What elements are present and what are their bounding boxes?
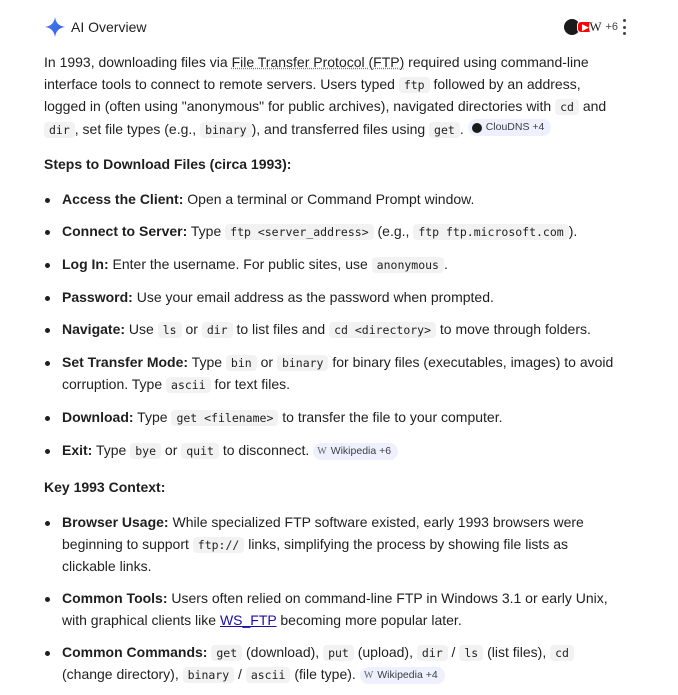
ftp-term-link[interactable]: File Transfer Protocol (FTP) — [231, 54, 405, 70]
context-list — [44, 512, 619, 687]
list-item: Navigate: Use ls or dir to list files and cd <directory> to move through folders. — [44, 319, 619, 342]
list-item: Browser Usage: While specialized FTP software existed, early 1993 browsers were beginning to support ftp:// links, simplifying the process by showing file lists as clickable links. — [44, 512, 619, 578]
ai-overview-title: AI Overview — [71, 19, 147, 35]
source-chip-cloudns[interactable]: ClouDNS +4 — [468, 119, 552, 136]
cloudns-icon — [472, 123, 482, 133]
source-chip-wikipedia[interactable]: W Wikipedia +6 — [313, 443, 398, 460]
wikipedia-source-icon: W — [589, 19, 602, 34]
source-icons[interactable] — [563, 17, 618, 37]
list-item: Connect to Server: Type ftp <server_address> (e.g., ftp ftp.microsoft.com ). — [44, 221, 619, 244]
list-item: Access the Client: Open a terminal or Command Prompt window. — [44, 189, 619, 211]
list-item: Password: Use your email address as the password when prompted. — [44, 287, 619, 309]
intro-paragraph: In 1993, downloading files via File Transfer Protocol (FTP) required using command-line interface tools to connect to remote servers. Users typed ftp followed by an address, logged in (often using "anonymous" for public archives), navigated directories with cd and dir , set file types (e.g., binary ), and transferred files using get . ClouDNS +4 — [44, 54, 607, 137]
wikipedia-icon: W — [317, 446, 327, 457]
ai-overview-content — [44, 52, 619, 687]
list-item: Download: Type get <filename> to transfer the file to your computer. — [44, 407, 619, 430]
wikipedia-icon: W — [363, 670, 374, 681]
youtube-source-icon: ▶ — [577, 21, 593, 33]
gemini-sparkle-icon — [44, 16, 66, 38]
more-sources-count: +6 — [605, 21, 618, 33]
steps-list — [44, 189, 619, 463]
list-item: Common Commands: get (download), put (upload), dir / ls (list files), cd (change directory), binary / ascii (file type). W Wikipedia +4 — [44, 642, 619, 687]
list-item: Common Tools: Users often relied on command-line FTP in Windows 3.1 or early Unix, with graphical clients like WS_FTP becoming more popular later. — [44, 588, 619, 631]
list-item: Log In: Enter the username. For public sites, use anonymous . — [44, 254, 619, 277]
ws-ftp-link[interactable]: WS_FTP — [219, 611, 277, 628]
source-chip-wikipedia-2[interactable]: W Wikipedia +4 — [360, 667, 445, 684]
steps-heading: Steps to Download Files (circa 1993): — [44, 156, 292, 172]
more-options-icon[interactable] — [618, 19, 630, 35]
context-heading: Key 1993 Context: — [44, 478, 166, 495]
ai-overview-header — [44, 15, 644, 39]
list-item: Exit: Type bye or quit to disconnect. W Wikipedia +6 — [44, 440, 619, 463]
list-item: Set Transfer Mode: Type bin or binary for binary files (executables, images) to avoid corruption. Type ascii for text files. — [44, 352, 619, 397]
